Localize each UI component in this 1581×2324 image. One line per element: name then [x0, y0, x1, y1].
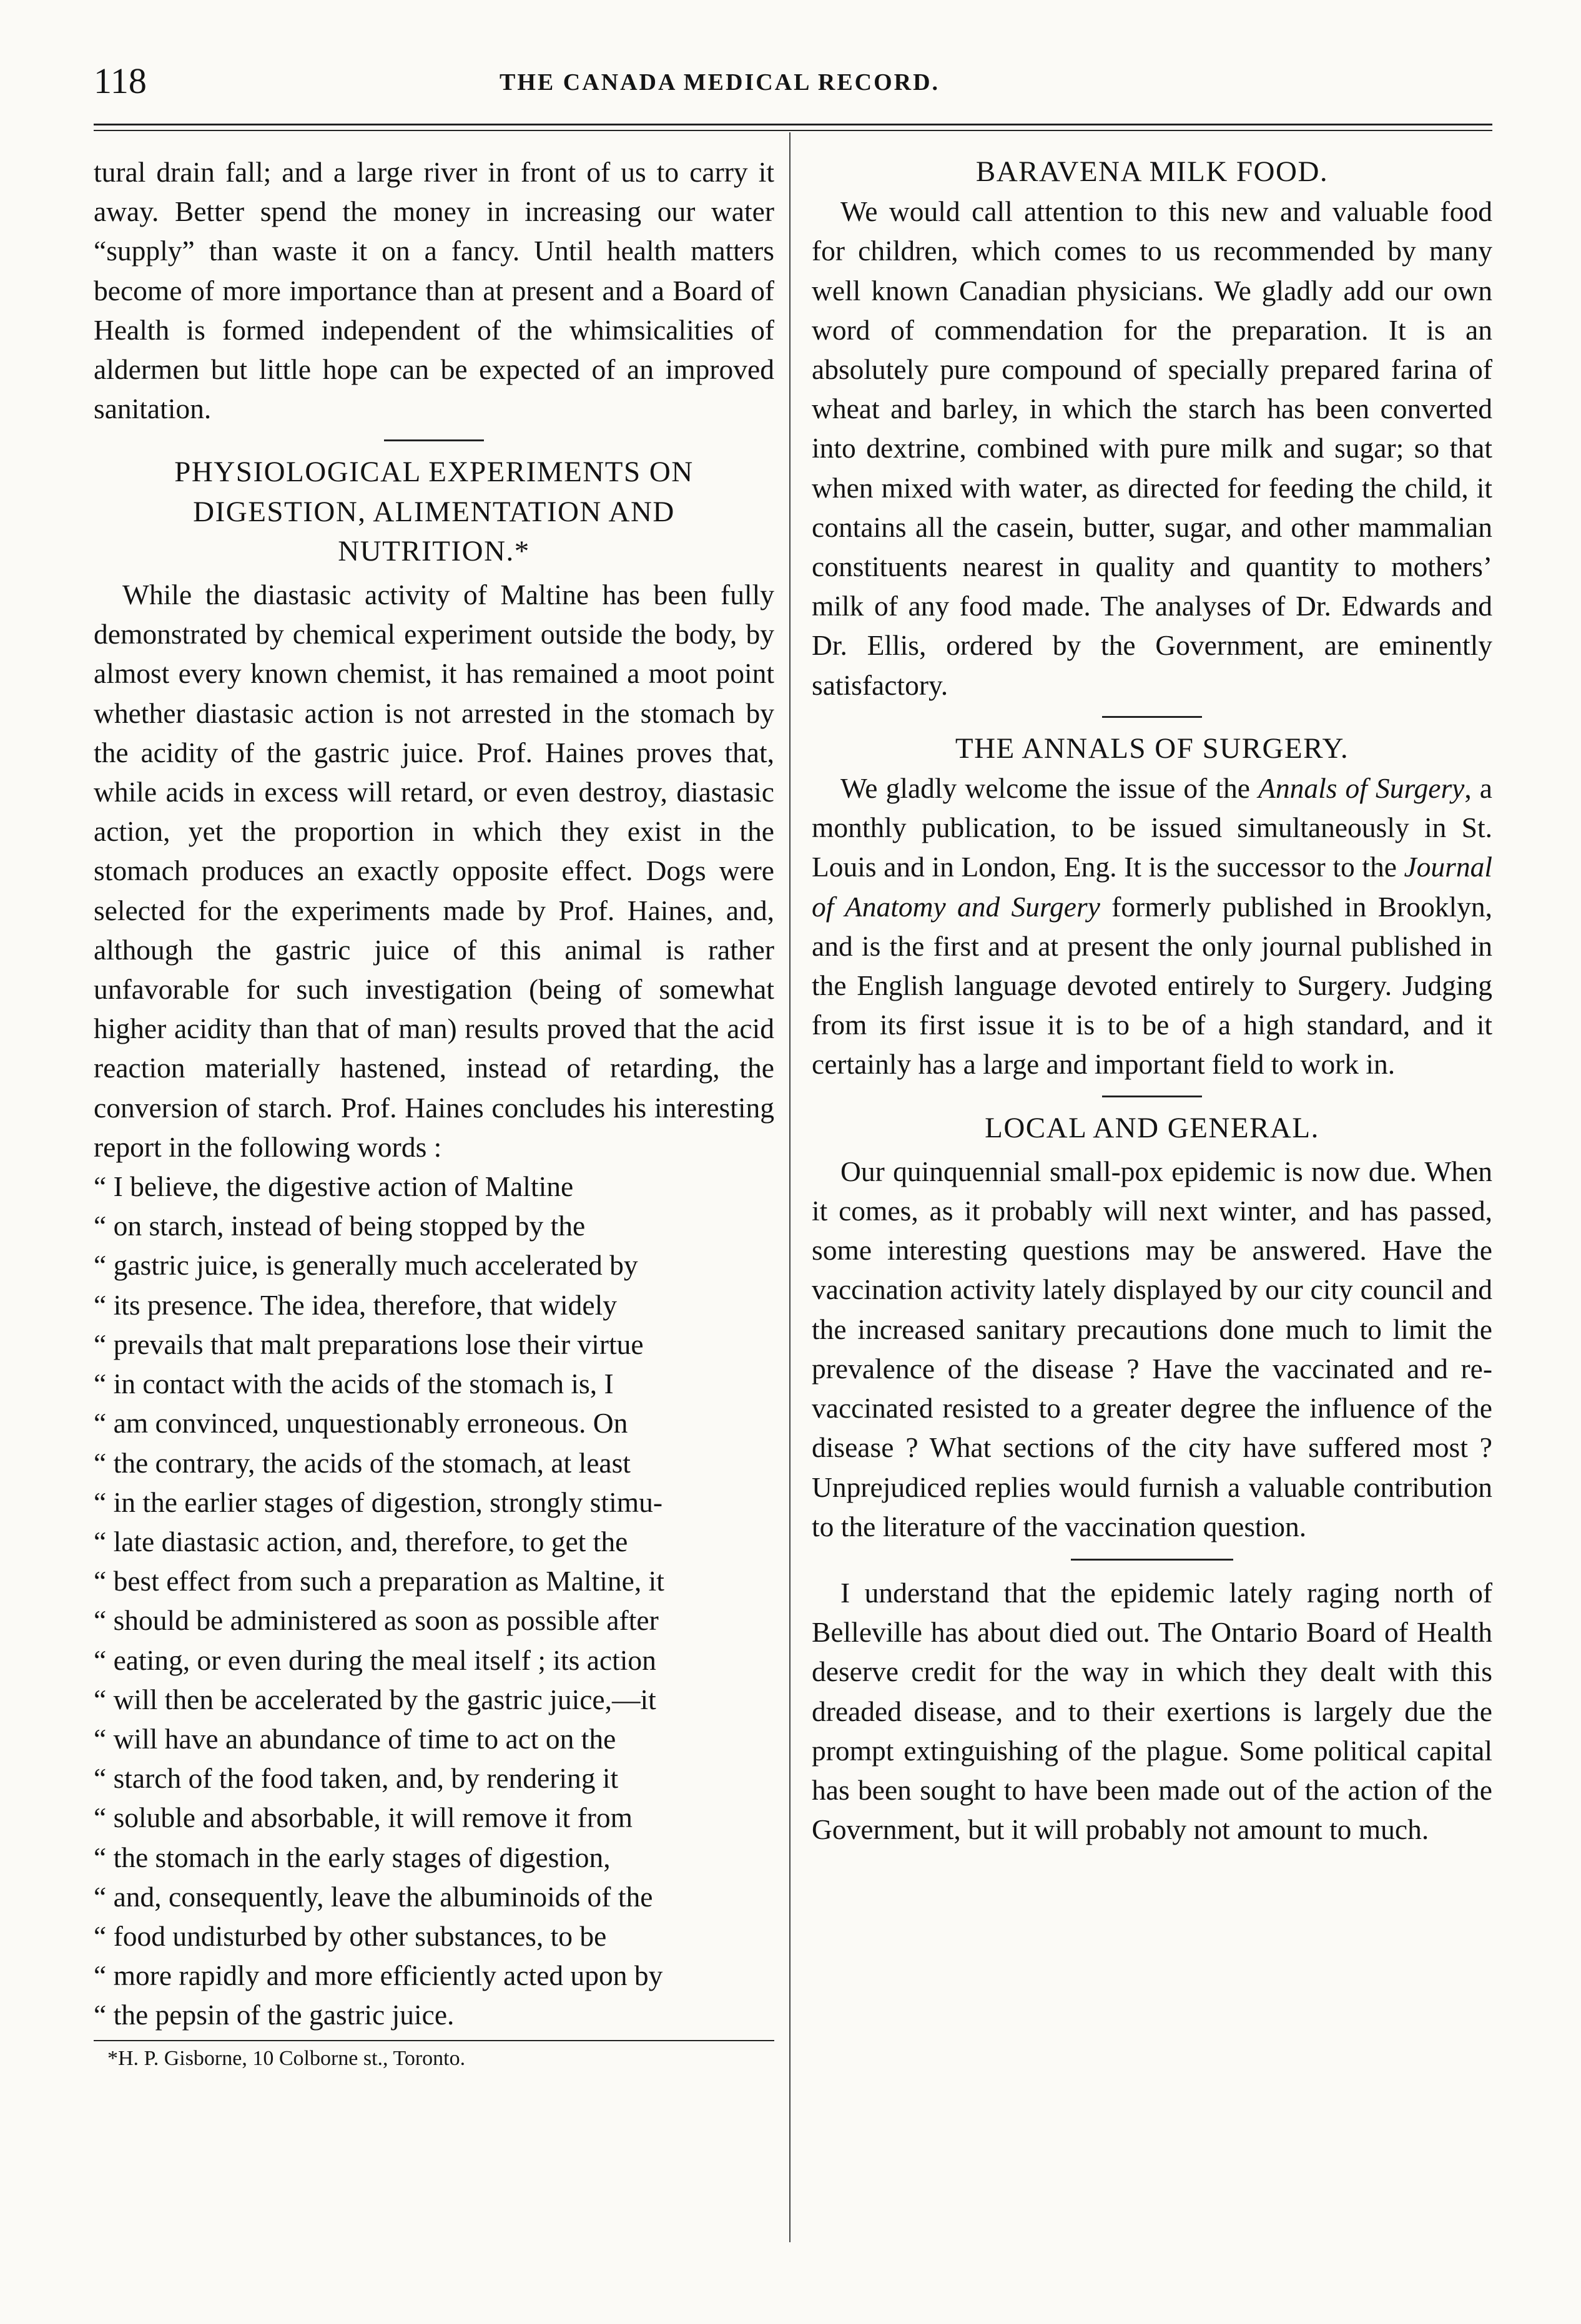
page-header	[94, 60, 1492, 104]
section-separator	[1102, 716, 1202, 718]
quotation-line: “ the pepsin of the gastric juice.	[94, 1999, 455, 2031]
quotation-line: “ and, consequently, leave the albuminoids of the	[94, 1880, 653, 1913]
quotation-line: “ am convinced, unquestionably erroneous. On	[94, 1407, 628, 1439]
quotation-line: “ best effect from such a preparation as Maltine, it	[94, 1565, 664, 1597]
section-separator	[384, 439, 484, 441]
right-column	[812, 152, 1492, 1849]
footnote-rule	[94, 2040, 774, 2041]
running-title: THE CANADA MEDICAL RECORD.	[500, 69, 940, 96]
section-separator	[1102, 1096, 1202, 1097]
section-body-local-1: Our quinquennial small-pox epidemic is now due. When it comes, as it probably will next winter, and has passed, some interesting questions may be answered. Have the vaccination activity lately displayed by our city council and the increased sanitary precautions done much to limit the prevalence of the disease ? Have the vaccinated and re-vaccinated resisted to a greater degree the influence of the disease ? What sections of the city have suffered most ? Unprejudiced replies would furnish a valuable contribution to the literature of the vaccination question.	[812, 1155, 1492, 1542]
quotation-line: “ in the earlier stages of digestion, strongly stimu-	[94, 1486, 663, 1518]
footnote: *H. P. Gisborne, 10 Colborne st., Toronto.	[107, 2046, 466, 2070]
section-body-local-2: I understand that the epidemic lately raging north of Belleville has about died out. The Ontario Board of Health deserve credit for the way in which they dealt with this dreaded disease, and to their exertions is largely due the prompt extinguishing of the plague. Some political capital has been sought to have been made out of the action of the Government, but it will probably not amount to much.	[812, 1576, 1492, 1846]
quotation-line: “ its presence. The idea, therefore, that widely	[94, 1288, 618, 1321]
quotation-line: “ soluble and absorbable, it will remove it from	[94, 1802, 633, 1834]
quotation-line: “ in contact with the acids of the stomach is, I	[94, 1368, 614, 1400]
left-column	[94, 152, 774, 2072]
header-rule-secondary	[94, 130, 1492, 131]
paragraph-separator	[1071, 1559, 1233, 1561]
quotation-line: “ food undisturbed by other substances, to be	[94, 1920, 607, 1952]
quotation-line: “ prevails that malt preparations lose their virtue	[94, 1328, 644, 1360]
annals-text-c: formerly published in Brooklyn, and is the first and at present the only journal published in the English language devoted entirely to Surgery. Judging from its first issue it is to be of a high standard, and it certainly has a large and important field to work in.	[812, 890, 1492, 1081]
section-body-baravena: We would call attention to this new and valuable food for children, which comes to us recommended by many well known Canadian physicians. We gladly add our own word of commendation for the preparation. It is an absolutely pure compound of specially prepared farina of wheat and barley, in which the starch has been converted into dextrine, combined with pure milk and sugar; so that when mixed with water, as directed for feeding the child, it contains all the casein, butter, sugar, and other mammalian constituents nearest in quality and quantity to mothers’ milk of any food made. The analyses of Dr. Edwards and Dr. Ellis, ordered by the Government, are eminently satisfactory.	[812, 195, 1492, 701]
column-divider	[789, 132, 790, 2242]
annals-title-italic: Annals of Surgery	[1258, 772, 1465, 805]
article-title: PHYSIOLOGICAL EXPERIMENTS ON DIGESTION, ALIMENTATION AND NUTRITION.*	[174, 456, 694, 567]
quotation-line: “ will have an abundance of time to act on the	[94, 1722, 616, 1755]
quotation-line: “ the stomach in the early stages of digestion,	[94, 1841, 611, 1873]
section-title-annals: THE ANNALS OF SURGERY.	[955, 732, 1349, 765]
quotation-line: “ the contrary, the acids of the stomach, at least	[94, 1446, 631, 1479]
continued-paragraph: tural drain fall; and a large river in front of us to carry it away. Better spend the money in increasing our water “supply” than waste it on a fancy. Until health matters become of more importance than at present and a Board of Health is formed independent of the whimsicalities of aldermen but little hope can be expected of an improved sanitation.	[94, 156, 774, 425]
annals-text-a: We gladly welcome the issue of the	[840, 772, 1259, 805]
quotation-line: “ I believe, the digestive action of Maltine	[94, 1170, 574, 1203]
section-body-annals	[812, 768, 1492, 1084]
quotation-line: “ more rapidly and more efficiently acted upon by	[94, 1959, 663, 1992]
page-number: 118	[94, 61, 147, 101]
section-title-baravena: BARAVENA MILK FOOD.	[975, 155, 1329, 188]
journal-title-italic: Journal of Anatomy and Surgery	[812, 851, 1492, 923]
section-title-local: LOCAL AND GENERAL.	[985, 1111, 1319, 1144]
quotation-line: “ eating, or even during the meal itself ; its action	[94, 1644, 656, 1676]
quotation-line: “ should be administered as soon as possible after	[94, 1604, 659, 1637]
quotation-line: “ late diastasic action, and, therefore, to get the	[94, 1525, 628, 1557]
quotation-line: “ gastric juice, is generally much accelerated by	[94, 1249, 638, 1282]
quotation-line: “ will then be accelerated by the gastric juice,—it	[94, 1683, 656, 1715]
header-rule	[94, 124, 1492, 125]
quotation-line: “ on starch, instead of being stopped by the	[94, 1210, 586, 1242]
quotation-line: “ starch of the food taken, and, by rendering it	[94, 1762, 619, 1795]
quotation-block	[94, 1167, 774, 2034]
article-paragraph: While the diastasic activity of Maltine has been fully demonstrated by chemical experiment outside the body, by almost every known chemist, it has remained a moot point whether diastasic action is not arrested in the stomach by the acidity of the gastric juice. Prof. Haines proves that, while acids in excess will retard, or even destroy, diastasic action, yet the proportion in which they exist in the stomach produces an exactly opposite effect. Dogs were selected for the experiments made by Prof. Haines, and, although the gastric juice of this animal is rather unfavorable for such investigation (being of somewhat higher acidity than that of man) results proved that the acid reaction materially hastened, instead of retarding, the conversion of starch. Prof. Haines concludes his interesting report in the following words :	[94, 579, 774, 1163]
annals-text-b: , a monthly publication, to be issued simultaneously in St. Louis and in London, Eng. It is the successor to the	[812, 772, 1492, 883]
